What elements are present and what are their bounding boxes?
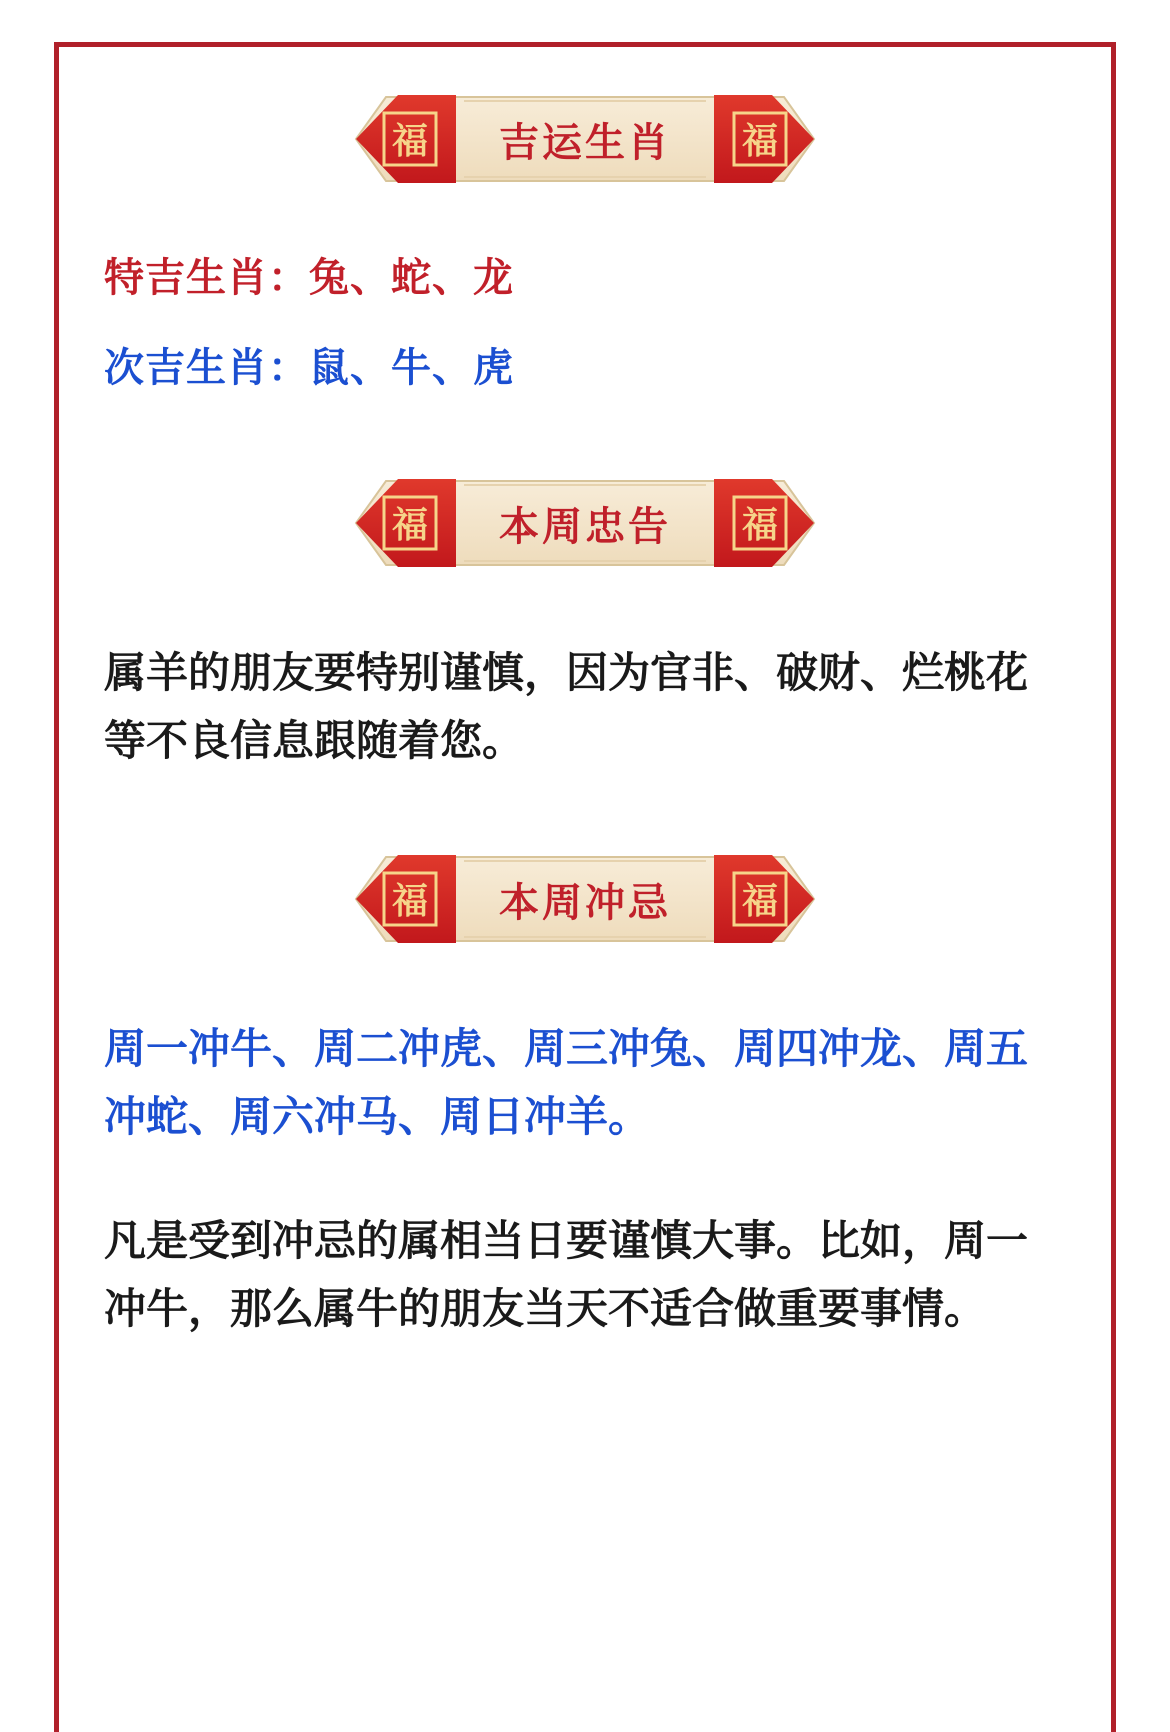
banner-title-weekly-advice: 本周忠告 bbox=[499, 504, 671, 549]
document-frame bbox=[54, 42, 1116, 1732]
svg-text:福: 福 bbox=[741, 505, 779, 545]
svg-text:福: 福 bbox=[391, 881, 429, 922]
weekly-advice-text: 属羊的朋友要特别谨慎，因为官非、破财、烂桃花等不良信息跟随着您。 bbox=[104, 649, 1029, 765]
banner-title-weekly-clash: 本周冲忌 bbox=[499, 880, 671, 925]
banner-lucky-zodiac bbox=[104, 87, 1066, 191]
banner-weekly-clash bbox=[104, 847, 1066, 951]
secondary-lucky-zodiac-line: 次吉生肖：鼠、牛、虎 bbox=[104, 346, 514, 390]
weekly-clash-note: 凡是受到冲忌的属相当日要谨慎大事。比如，周一冲牛，那么属牛的朋友当天不适合做重要事情。 bbox=[104, 1217, 1029, 1333]
banner-weekly-advice bbox=[104, 471, 1066, 575]
svg-text:福: 福 bbox=[391, 505, 429, 545]
document-content bbox=[59, 47, 1111, 1343]
svg-text:福: 福 bbox=[741, 881, 779, 922]
svg-text:福: 福 bbox=[741, 121, 779, 161]
weekly-clash-list: 周一冲牛、周二冲虎、周三冲兔、周四冲龙、周五冲蛇、周六冲马、周日冲羊。 bbox=[104, 1025, 1029, 1141]
banner-title-lucky-zodiac: 吉运生肖 bbox=[499, 120, 671, 165]
very-lucky-zodiac-line: 特吉生肖：兔、蛇、龙 bbox=[104, 256, 514, 300]
svg-text:福: 福 bbox=[391, 121, 429, 161]
